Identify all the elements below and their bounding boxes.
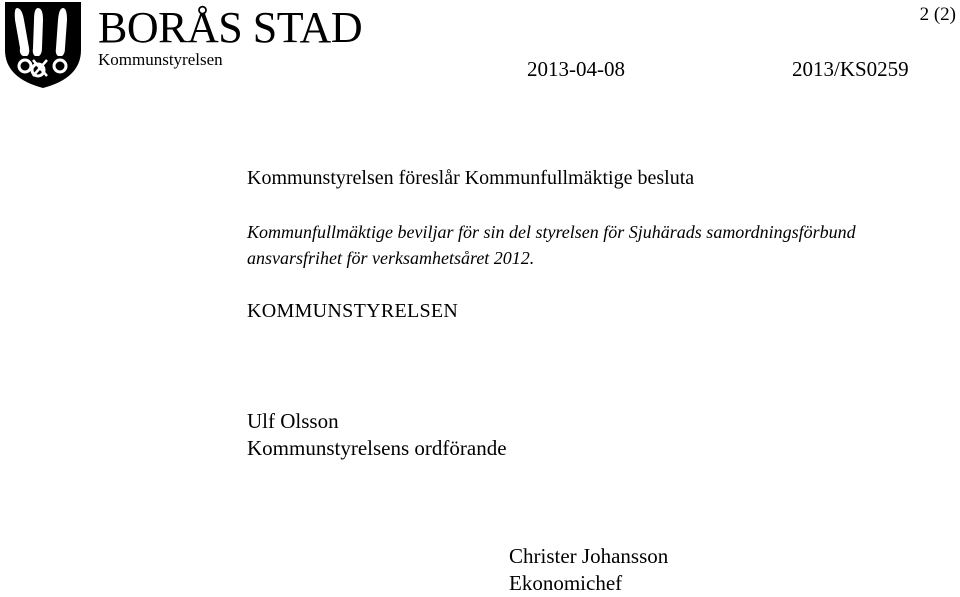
board-name: KOMMUNSTYRELSEN <box>247 300 459 322</box>
decision-line: ansvarsfrihet för verksamhetsåret 2012. <box>247 248 535 268</box>
decision-line: Kommunfullmäktige beviljar för sin del styrelsen för Sjuhärads samordningsförbund <box>247 222 856 242</box>
signature-block-chair <box>247 408 507 462</box>
brand-subtitle: Kommunstyrelsen <box>98 50 223 69</box>
signer-name: Ulf Olsson <box>247 409 339 433</box>
document-reference: 2013/KS0259 <box>792 57 909 81</box>
document-date: 2013-04-08 <box>527 57 625 81</box>
brand-name: BORÅS STAD <box>98 3 363 52</box>
proposal-intro: Kommunstyrelsen föreslår Kommunfullmäktige besluta <box>247 167 695 189</box>
signer-title: Ekonomichef <box>509 571 623 595</box>
page-number: 2 (2) <box>919 4 956 25</box>
signature-block-finance <box>509 543 668 597</box>
signer-name: Christer Johansson <box>509 544 669 568</box>
signer-title: Kommunstyrelsens ordförande <box>247 436 507 460</box>
decision-text <box>247 219 937 271</box>
city-coat-of-arms-icon <box>3 0 83 90</box>
